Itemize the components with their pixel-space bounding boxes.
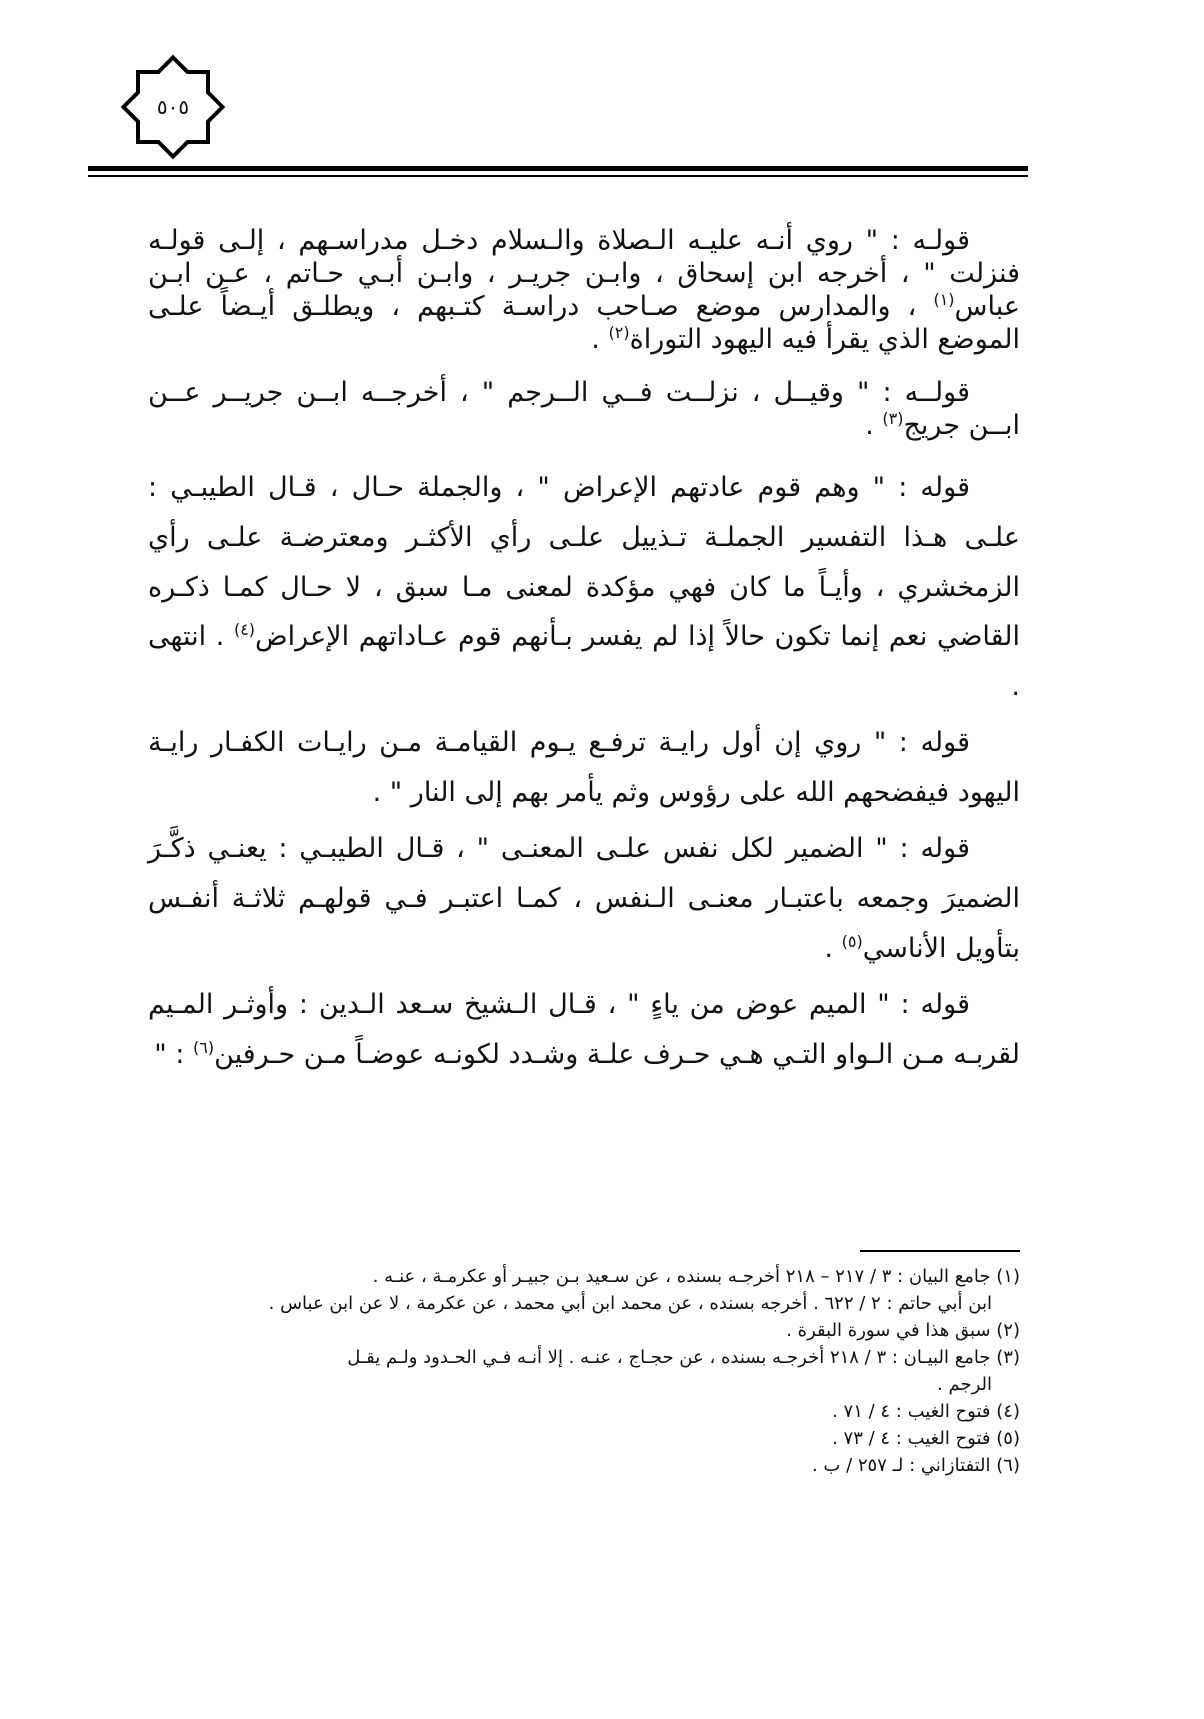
paragraph-text: . (824, 933, 842, 965)
footnote-label: (٤) (996, 1401, 1020, 1422)
footnote-marker: (٥) (841, 932, 863, 952)
footnote-marker: (١) (933, 289, 955, 309)
footnote (148, 1452, 1020, 1479)
footnote (148, 1425, 1020, 1452)
footnote-marker: (٣) (882, 408, 904, 428)
paragraph-text: . (591, 323, 609, 355)
main-text (148, 225, 1020, 1086)
paragraph (148, 718, 1020, 818)
footnote-label: (٣) (996, 1347, 1020, 1368)
paragraph-text: . انتهى . (148, 621, 1020, 703)
footnote-continuation: الرجم . (937, 1374, 992, 1395)
paragraph-text: قولــه : " وقيــل ، نزلــت فــي الــرجم " ، أخرجــه ابــن جريــر عــن ابــن جريج (148, 376, 1020, 441)
paragraph-text: قوله : " روي إن أول رايـة ترفـع يـوم القيامـة مـن رايـات الكفـار رايـة اليهود فيفضحهم الله على رؤوس وثم يأمر بهم إلى النار " . (148, 727, 1020, 809)
header-rule-thick (88, 166, 1028, 171)
footnote-text: فتوح الغيب : ٤ / ٧١ . (832, 1401, 991, 1422)
paragraph (148, 377, 1020, 443)
paragraph (148, 225, 1020, 357)
paragraph-text: قولـه : " روي أنـه عليـه الـصلاة والـسلام دخـل مدراسـهم ، إلـى قولـه فنزلت " ، أخرجه ابن إسحاق ، وابـن جريـر ، وابـن أبـي حـاتم ، عـن ابـن عباس (148, 225, 1020, 322)
footnote-marker: (٢) (608, 322, 630, 342)
footnote (148, 1398, 1020, 1425)
footnote-label: (٦) (996, 1455, 1020, 1476)
paragraph-text: قوله : " الضمير لكل نفس علـى المعنـى " ، قـال الطيبـي : يعنـي ذكَّـرَ الضميرَ وجمعه باعتبـار معنـى الـنفس ، كمـا اعتبـر فـي قولهـم ثلاثـة أنفـس بتأويل الأناسي (148, 833, 1020, 965)
paragraph-text: قوله : " الميم عوض من ياءٍ " ، قـال الـشيخ سـعد الـدين : وأوثـر المـيم لقربـه مـن الـواو التـي هـي حـرف علـة وشـدد لكونـه عوضـاً مـن حـرفين (148, 989, 1020, 1070)
paragraph (148, 824, 1020, 974)
footnote-text: التفتازاني : لـ ٢٥٧ / ب . (811, 1455, 991, 1476)
paragraph (148, 463, 1020, 713)
header-rule-thin (88, 175, 1028, 177)
footnote-text: جامع البيـان : ٣ / ٢١٨ أخرجـه بسنده ، عن حجـاج ، عنـه . إلا أنـه فـي الحـدود ولـم يقـل (347, 1347, 991, 1368)
footnote-text: سبق هذا في سورة البقرة . (786, 1320, 991, 1341)
paragraph-text: ، والمدارس موضع صـاحب دراسـة كتـبهم ، ويطلـق أيـضاً علـى الموضع الذي يقرأ فيه اليهود التوراة (148, 290, 1020, 355)
footnote-text: جامع البيان : ٣ / ٢١٧ – ٢١٨ أخرجـه بسنده ، عن سـعيد بـن جبيـر أو عكرمـة ، عنـه . (372, 1266, 991, 1287)
footnote-label: (٥) (996, 1428, 1020, 1449)
footnote-separator (860, 1250, 1020, 1252)
page-number: ٥٠٥ (156, 95, 190, 119)
footnote (148, 1344, 1020, 1371)
footnote (148, 1263, 1020, 1290)
paragraph-text: . (865, 409, 883, 441)
paragraph-text: : " (154, 1038, 193, 1070)
footnotes (148, 1263, 1020, 1479)
footnote-label: (١) (996, 1266, 1020, 1287)
footnote-marker: (٦) (192, 1037, 215, 1057)
page-number-badge (108, 42, 238, 172)
footnote-marker: (٤) (233, 620, 256, 640)
paragraph (148, 980, 1020, 1080)
footnote-label: (٢) (996, 1320, 1020, 1341)
footnote (148, 1317, 1020, 1344)
footnote-continuation: ابن أبي حاتم : ٢ / ٦٢٢ . أخرجه بسنده ، عن محمد ابن أبي محمد ، عن عكرمة ، لا عن ابن عباس . (268, 1293, 992, 1314)
paragraph-text: قوله : " وهم قوم عادتهم الإعراض " ، والجملة حـال ، قـال الطيبـي : علـى هـذا التفسير الجملـة تـذييل علـى رأي الأكثـر ومعترضـة علـى رأي الزمخشري ، وأيـاً ما كان فهي مؤكدة لمعنى مـا سبق ، لا حـال كمـا ذكـره القاضي نعم إنما تكون حالاً إذا لم يفسر بـأنهم قوم عـاداتهم الإعراض (148, 471, 1020, 653)
footnote-text: فتوح الغيب : ٤ / ٧٣ . (832, 1428, 991, 1449)
